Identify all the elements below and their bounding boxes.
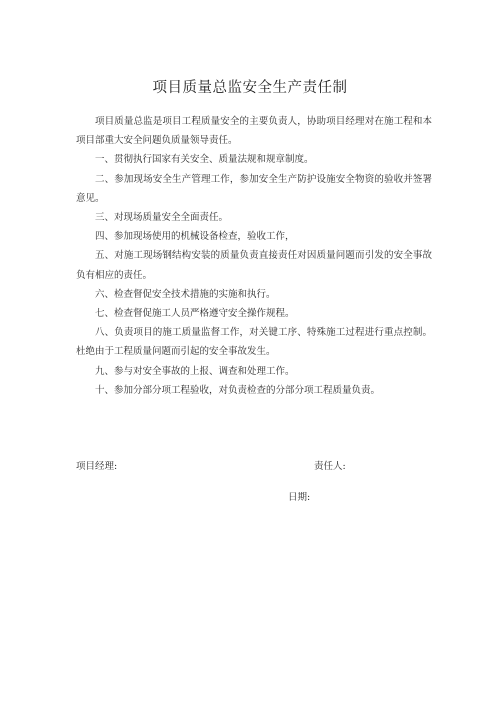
document-body [76,112,432,400]
clause-3: 三、对现场质量安全全面责任。 [95,212,229,224]
clause-4: 四、参加现场使用的机械设备检查，验收工作， [95,231,295,243]
clause-2: 二、参加现场安全生产管理工作，参加安全生产防护设施安全物资的验收并签署意见。 [76,173,432,204]
clause-10: 十、参加分部分项工程验收，对负责检查的分部分项工程质量负责。 [95,384,381,396]
intro-paragraph: 项目质量总监是项目工程质量安全的主要负责人，协助项目经理对在施工程和本项目部重大安全问题负质量领导责任。 [76,116,432,147]
date-label: 日期: [288,492,311,503]
clause-6: 六、检查督促安全技术措施的实施和执行。 [95,288,276,300]
clause-8: 八、负责项目的施工质量监督工作，对关键工序、特殊施工过程进行重点控制。杜绝由于工程质量问题而引起的安全事故发生。 [76,327,432,358]
responsible-person-signature-label: 责任人: [314,461,346,472]
clause-5: 五、对施工现场钢结构安装的质量负责直接责任对因质量问题而引发的安全事故负有相应的责任。 [76,250,432,281]
clause-7: 七、检查督促施工人员严格遵守安全操作规程。 [95,308,295,320]
document-title: 项目质量总监安全生产责任制 [152,80,348,96]
project-manager-signature-label: 项目经理: [76,461,118,472]
clause-9: 九、参与对安全事故的上报、调查和处理工作。 [95,365,295,377]
clause-1: 一、贯彻执行国家有关安全、质量法规和规章制度。 [95,154,314,166]
